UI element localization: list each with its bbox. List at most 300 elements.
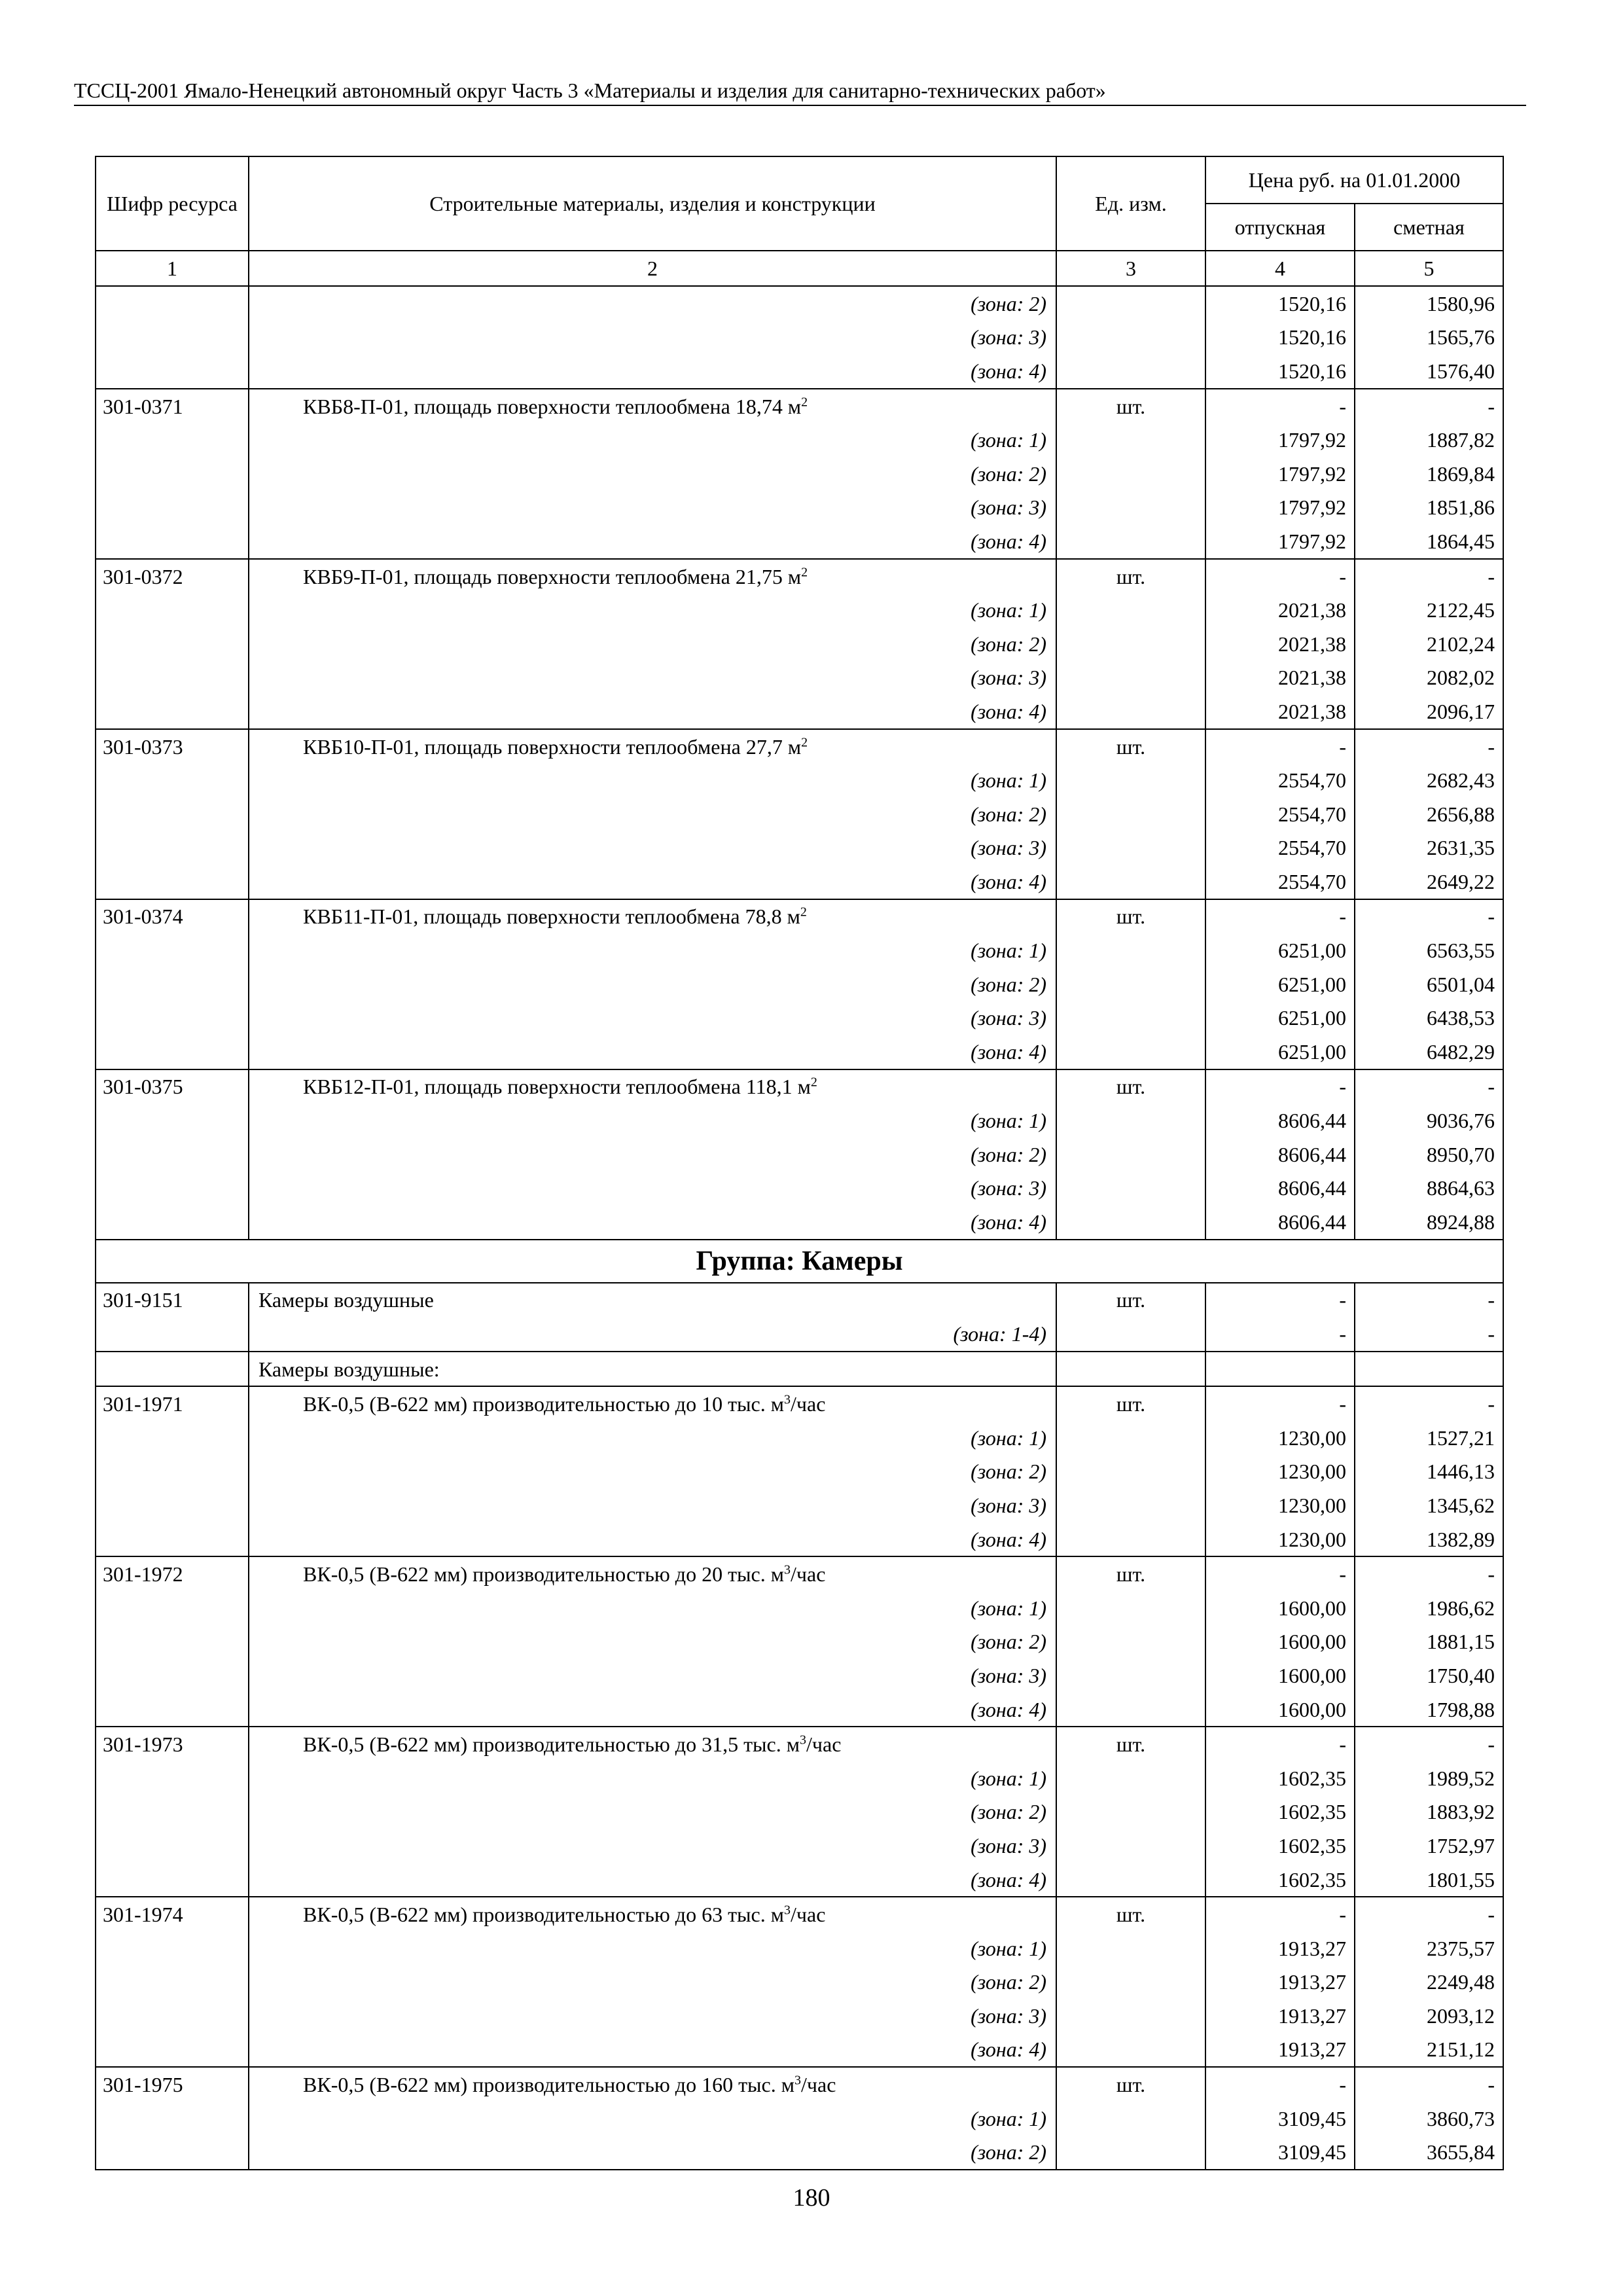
- release-price: 8606,44: [1205, 1138, 1355, 1172]
- zone-label: (зона: 4): [249, 524, 1056, 559]
- code-cell: [96, 1829, 249, 1863]
- item-name-cell: [249, 1069, 1056, 1104]
- zone-row: [96, 1625, 1503, 1659]
- estimate-price: 6563,55: [1355, 933, 1503, 967]
- zone-label: (зона: 2): [249, 286, 1056, 321]
- code-cell: [96, 797, 249, 831]
- unit-cell: [1056, 831, 1205, 865]
- code-cell: [96, 1693, 249, 1727]
- unit-cell: [1056, 491, 1205, 525]
- zone-row: [96, 661, 1503, 695]
- estimate-price: 1989,52: [1355, 1761, 1503, 1795]
- estimate-price: 1382,89: [1355, 1522, 1503, 1557]
- code-cell: [96, 457, 249, 491]
- estimate-price: 9036,76: [1355, 1103, 1503, 1138]
- zone-row: [96, 1455, 1503, 1489]
- estimate-price: 1851,86: [1355, 491, 1503, 525]
- zone-label: (зона: 1): [249, 933, 1056, 967]
- resource-code: 301-0371: [96, 389, 249, 423]
- code-cell: [96, 1965, 249, 2000]
- unit-cell: [1056, 1138, 1205, 1172]
- col-unit-header: Ед. изм.: [1056, 156, 1205, 251]
- estimate-price: 1527,21: [1355, 1421, 1503, 1455]
- zone-row: [96, 457, 1503, 491]
- estimate-price: 8950,70: [1355, 1138, 1503, 1172]
- page-header: ТССЦ-2001 Ямало-Ненецкий автономный округ Часть 3 «Материалы и изделия для санитарно-технических работ»: [74, 79, 1106, 102]
- release-price: 2554,70: [1205, 865, 1355, 899]
- estimate-price: 1752,97: [1355, 1829, 1503, 1863]
- code-cell: [96, 423, 249, 457]
- code-cell: [96, 1522, 249, 1557]
- resource-code: 301-0373: [96, 729, 249, 764]
- release-price: -: [1205, 2067, 1355, 2102]
- unit-cell: [1056, 457, 1205, 491]
- unit-cell: [1056, 1171, 1205, 1205]
- resource-code: 301-1975: [96, 2067, 249, 2102]
- unit-cell: [1056, 967, 1205, 1001]
- subheading-label: Камеры воздушные:: [249, 1352, 1056, 1387]
- unit-cell: [1056, 2102, 1205, 2136]
- release-price: 1230,00: [1205, 1421, 1355, 1455]
- unit-cell: [1056, 627, 1205, 661]
- release-price: 2021,38: [1205, 694, 1355, 729]
- item-name: Камеры воздушные: [259, 1288, 434, 1312]
- code-cell: [96, 1625, 249, 1659]
- estimate-price: 2151,12: [1355, 2033, 1503, 2068]
- zone-row: [96, 1761, 1503, 1795]
- estimate-price: 2375,57: [1355, 1931, 1503, 1965]
- estimate-price: 1750,40: [1355, 1659, 1503, 1693]
- resource-code: 301-0372: [96, 559, 249, 594]
- unit-cell: шт.: [1056, 729, 1205, 764]
- zone-label: (зона: 1-4): [249, 1317, 1056, 1352]
- unit-cell: [1056, 1103, 1205, 1138]
- estimate-price: -: [1355, 729, 1503, 764]
- zone-row: [96, 1035, 1503, 1069]
- release-price: -: [1205, 1727, 1355, 1761]
- unit-cell: [1056, 1001, 1205, 1035]
- release-price: 2554,70: [1205, 831, 1355, 865]
- item-name-cell: [249, 2067, 1056, 2102]
- release-price: 1913,27: [1205, 1931, 1355, 1965]
- zone-label: (зона: 1): [249, 763, 1056, 797]
- estimate-price: 1881,15: [1355, 1625, 1503, 1659]
- estimate-price: 1864,45: [1355, 524, 1503, 559]
- unit-suffix: /час: [791, 1562, 826, 1587]
- unit-cell: шт.: [1056, 899, 1205, 934]
- estimate-price: -: [1355, 559, 1503, 594]
- item-name: ВК-0,5 (В-622 мм) производительностью до 20 тыс. м: [303, 1562, 784, 1587]
- unit-cell: [1056, 1965, 1205, 2000]
- zone-row: [96, 1965, 1503, 2000]
- release-price: 6251,00: [1205, 967, 1355, 1001]
- page-number: 180: [793, 2184, 830, 2212]
- code-cell: [96, 286, 249, 321]
- resource-code: 301-0375: [96, 1069, 249, 1104]
- unit-cell: [1056, 797, 1205, 831]
- unit-cell: шт.: [1056, 1283, 1205, 1318]
- release-price: -: [1205, 559, 1355, 594]
- unit-cell: [1056, 524, 1205, 559]
- release-price: 1520,16: [1205, 321, 1355, 355]
- estimate-price: 1798,88: [1355, 1693, 1503, 1727]
- release-price: -: [1205, 1069, 1355, 1104]
- table-row: [96, 1386, 1503, 1421]
- estimate-price: -: [1355, 1386, 1503, 1421]
- unit-cell: шт.: [1056, 389, 1205, 423]
- release-price: 1602,35: [1205, 1829, 1355, 1863]
- estimate-price: 2096,17: [1355, 694, 1503, 729]
- estimate-price: -: [1355, 1897, 1503, 1931]
- estimate-price: 1565,76: [1355, 321, 1503, 355]
- item-name-cell: [249, 1897, 1056, 1931]
- zone-label: (зона: 2): [249, 967, 1056, 1001]
- zone-row: [96, 1659, 1503, 1693]
- table-row: [96, 1556, 1503, 1591]
- group-row: [96, 1240, 1503, 1283]
- unit-cell: шт.: [1056, 2067, 1205, 2102]
- estimate-price: -: [1355, 1283, 1503, 1318]
- zone-row: [96, 1001, 1503, 1035]
- code-cell: [96, 1001, 249, 1035]
- code-cell: [96, 967, 249, 1001]
- item-name: ВК-0,5 (В-622 мм) производительностью до 31,5 тыс. м: [303, 1732, 800, 1757]
- zone-label: (зона: 2): [249, 797, 1056, 831]
- zone-row: [96, 2102, 1503, 2136]
- release-price: 1913,27: [1205, 1965, 1355, 2000]
- code-cell: [96, 1138, 249, 1172]
- estimate-price: 1986,62: [1355, 1591, 1503, 1625]
- estimate-price: -: [1355, 1069, 1503, 1104]
- item-name-cell: [249, 559, 1056, 594]
- resource-code: 301-1974: [96, 1897, 249, 1931]
- group-title: Группа: Камеры: [96, 1240, 1503, 1283]
- zone-label: (зона: 2): [249, 457, 1056, 491]
- code-cell: [96, 2102, 249, 2136]
- unit-cell: [1056, 286, 1205, 321]
- estimate-price: -: [1355, 389, 1503, 423]
- unit-cell: [1056, 1795, 1205, 1829]
- release-price: 1602,35: [1205, 1863, 1355, 1897]
- code-cell: [96, 1591, 249, 1625]
- unit-cell: [1056, 1205, 1205, 1240]
- unit-cell: [1056, 1591, 1205, 1625]
- unit-cell: [1056, 1659, 1205, 1693]
- release-price: -: [1205, 389, 1355, 423]
- unit-cell: [1056, 1455, 1205, 1489]
- item-name-cell: [249, 729, 1056, 764]
- zone-row: [96, 354, 1503, 389]
- zone-label: (зона: 4): [249, 1522, 1056, 1557]
- table-row: [96, 559, 1503, 594]
- estimate-price: 6482,29: [1355, 1035, 1503, 1069]
- estimate-price: 2249,48: [1355, 1965, 1503, 2000]
- zone-row: [96, 1795, 1503, 1829]
- item-name: ВК-0,5 (В-622 мм) производительностью до 10 тыс. м: [303, 1392, 784, 1416]
- unit-cell: [1056, 1035, 1205, 1069]
- zone-row: [96, 1171, 1503, 1205]
- zone-row: [96, 1205, 1503, 1240]
- release-price: 2021,38: [1205, 661, 1355, 695]
- zone-label: (зона: 3): [249, 321, 1056, 355]
- code-cell: [96, 1205, 249, 1240]
- code-cell: [96, 1863, 249, 1897]
- code-cell: [96, 763, 249, 797]
- unit-cell: шт.: [1056, 1727, 1205, 1761]
- release-price: 3109,45: [1205, 2102, 1355, 2136]
- zone-row: [96, 1103, 1503, 1138]
- unit-cell: [1056, 694, 1205, 729]
- estimate-price: 2649,22: [1355, 865, 1503, 899]
- estimate-price: -: [1355, 1317, 1503, 1352]
- estimate-price: 2122,45: [1355, 593, 1503, 627]
- unit-cell: [1056, 763, 1205, 797]
- code-cell: [96, 524, 249, 559]
- unit-cell: [1056, 593, 1205, 627]
- unit-cell: [1056, 354, 1205, 389]
- table-row: [96, 2067, 1503, 2102]
- col-name-header: Строительные материалы, изделия и конструкции: [249, 156, 1056, 251]
- item-name: КВБ9-П-01, площадь поверхности теплообмена 21,75 м: [303, 564, 802, 588]
- release-price: 1913,27: [1205, 2033, 1355, 2068]
- release-price: -: [1205, 1386, 1355, 1421]
- release-price: -: [1205, 1283, 1355, 1318]
- zone-row: [96, 321, 1503, 355]
- release-price: 1602,35: [1205, 1761, 1355, 1795]
- zone-row: [96, 933, 1503, 967]
- item-name: КВБ11-П-01, площадь поверхности теплообмена 78,8 м: [303, 905, 800, 929]
- resource-code: 301-9151: [96, 1283, 249, 1318]
- code-cell: [96, 1035, 249, 1069]
- estimate-price: [1355, 1352, 1503, 1387]
- estimate-price: 1580,96: [1355, 286, 1503, 321]
- zone-row: [96, 627, 1503, 661]
- zone-row: [96, 1863, 1503, 1897]
- unit-cell: [1056, 661, 1205, 695]
- estimate-price: 2093,12: [1355, 1999, 1503, 2033]
- unit-cell: [1056, 1317, 1205, 1352]
- unit-cell: [1056, 1863, 1205, 1897]
- unit-cell: [1056, 1488, 1205, 1522]
- unit-exponent: 2: [800, 905, 807, 920]
- release-price: 1600,00: [1205, 1693, 1355, 1727]
- code-cell: [96, 1761, 249, 1795]
- item-name: ВК-0,5 (В-622 мм) производительностью до 63 тыс. м: [303, 1903, 784, 1927]
- release-price: 1602,35: [1205, 1795, 1355, 1829]
- zone-row: [96, 2135, 1503, 2170]
- unit-exponent: 3: [784, 1392, 791, 1407]
- zone-row: [96, 593, 1503, 627]
- unit-cell: [1056, 321, 1205, 355]
- code-cell: [96, 1931, 249, 1965]
- release-price: 1797,92: [1205, 524, 1355, 559]
- estimate-price: 1883,92: [1355, 1795, 1503, 1829]
- item-name: КВБ10-П-01, площадь поверхности теплообмена 27,7 м: [303, 734, 802, 759]
- estimate-price: 8864,63: [1355, 1171, 1503, 1205]
- release-price: 6251,00: [1205, 933, 1355, 967]
- unit-cell: [1056, 933, 1205, 967]
- price-table: [95, 156, 1504, 2170]
- col-estimate-header: сметная: [1355, 204, 1503, 251]
- zone-label: (зона: 2): [249, 627, 1056, 661]
- unit-exponent: 3: [800, 1732, 806, 1748]
- zone-label: (зона: 3): [249, 1829, 1056, 1863]
- release-price: [1205, 1352, 1355, 1387]
- estimate-price: -: [1355, 1556, 1503, 1591]
- col-code-header: Шифр ресурса: [96, 156, 249, 251]
- code-cell: [96, 321, 249, 355]
- zone-row: [96, 831, 1503, 865]
- estimate-price: 1869,84: [1355, 457, 1503, 491]
- release-price: 2021,38: [1205, 627, 1355, 661]
- release-price: 8606,44: [1205, 1171, 1355, 1205]
- release-price: 1600,00: [1205, 1659, 1355, 1693]
- code-cell: [96, 661, 249, 695]
- zone-label: (зона: 1): [249, 1591, 1056, 1625]
- zone-label: (зона: 1): [249, 1931, 1056, 1965]
- resource-code: 301-0374: [96, 899, 249, 934]
- item-name: ВК-0,5 (В-622 мм) производительностью до 160 тыс. м: [303, 2073, 794, 2097]
- unit-exponent: 2: [801, 394, 808, 409]
- unit-suffix: /час: [801, 2073, 836, 2097]
- code-cell: [96, 627, 249, 661]
- zone-row: [96, 1522, 1503, 1557]
- release-price: 6251,00: [1205, 1035, 1355, 1069]
- zone-label: (зона: 2): [249, 1455, 1056, 1489]
- estimate-price: 2656,88: [1355, 797, 1503, 831]
- item-name-cell: [249, 1727, 1056, 1761]
- table-row: [96, 1069, 1503, 1104]
- estimate-price: 1576,40: [1355, 354, 1503, 389]
- release-price: 2554,70: [1205, 797, 1355, 831]
- item-name: КВБ8-П-01, площадь поверхности теплообмена 18,74 м: [303, 394, 802, 418]
- code-cell: [96, 1317, 249, 1352]
- zone-row: [96, 524, 1503, 559]
- unit-exponent: 2: [801, 564, 808, 579]
- item-name-cell: [249, 389, 1056, 423]
- zone-label: (зона: 4): [249, 865, 1056, 899]
- release-price: 2554,70: [1205, 763, 1355, 797]
- unit-suffix: /час: [791, 1903, 826, 1927]
- zone-label: (зона: 1): [249, 1761, 1056, 1795]
- unit-cell: [1056, 1421, 1205, 1455]
- zone-label: (зона: 4): [249, 354, 1056, 389]
- unit-cell: [1056, 1931, 1205, 1965]
- release-price: -: [1205, 1317, 1355, 1352]
- zone-row: [96, 491, 1503, 525]
- code-cell: [96, 933, 249, 967]
- release-price: 6251,00: [1205, 1001, 1355, 1035]
- release-price: 1230,00: [1205, 1455, 1355, 1489]
- zone-label: (зона: 3): [249, 1659, 1056, 1693]
- zone-label: (зона: 2): [249, 1138, 1056, 1172]
- estimate-price: 6438,53: [1355, 1001, 1503, 1035]
- table-row: [96, 1897, 1503, 1931]
- table-row: [96, 389, 1503, 423]
- unit-exponent: 3: [794, 2073, 801, 2088]
- release-price: -: [1205, 1897, 1355, 1931]
- unit-suffix: /час: [791, 1392, 826, 1416]
- zone-label: (зона: 1): [249, 1103, 1056, 1138]
- unit-cell: [1056, 1522, 1205, 1557]
- release-price: 1230,00: [1205, 1488, 1355, 1522]
- release-price: 1600,00: [1205, 1591, 1355, 1625]
- code-cell: [96, 831, 249, 865]
- zone-row: [96, 1317, 1503, 1352]
- subheading-row: [96, 1352, 1503, 1387]
- release-price: 1600,00: [1205, 1625, 1355, 1659]
- col-number-3: 3: [1056, 251, 1205, 286]
- estimate-price: 3655,84: [1355, 2135, 1503, 2170]
- zone-label: (зона: 4): [249, 1205, 1056, 1240]
- estimate-price: 2102,24: [1355, 627, 1503, 661]
- table-body: [96, 286, 1503, 2170]
- zone-label: (зона: 1): [249, 593, 1056, 627]
- release-price: -: [1205, 899, 1355, 934]
- estimate-price: -: [1355, 2067, 1503, 2102]
- zone-label: (зона: 2): [249, 1625, 1056, 1659]
- col-number-4: 4: [1205, 251, 1355, 286]
- estimate-price: 1345,62: [1355, 1488, 1503, 1522]
- release-price: 1797,92: [1205, 423, 1355, 457]
- unit-cell: шт.: [1056, 559, 1205, 594]
- zone-label: (зона: 3): [249, 831, 1056, 865]
- zone-row: [96, 1931, 1503, 1965]
- table-row: [96, 1727, 1503, 1761]
- code-cell: [96, 694, 249, 729]
- unit-cell: [1056, 1625, 1205, 1659]
- zone-row: [96, 1488, 1503, 1522]
- estimate-price: -: [1355, 899, 1503, 934]
- table-row: [96, 1283, 1503, 1318]
- code-cell: [96, 1171, 249, 1205]
- item-name-cell: [249, 1386, 1056, 1421]
- header-rule: [74, 105, 1526, 106]
- zone-row: [96, 763, 1503, 797]
- code-cell: [96, 1795, 249, 1829]
- zone-row: [96, 1999, 1503, 2033]
- zone-label: (зона: 3): [249, 1171, 1056, 1205]
- release-price: -: [1205, 1556, 1355, 1591]
- zone-label: (зона: 3): [249, 1999, 1056, 2033]
- zone-row: [96, 1693, 1503, 1727]
- estimate-price: 2682,43: [1355, 763, 1503, 797]
- zone-row: [96, 694, 1503, 729]
- unit-exponent: 2: [801, 734, 808, 749]
- col-number-1: 1: [96, 251, 249, 286]
- release-price: -: [1205, 729, 1355, 764]
- unit-cell: [1056, 1829, 1205, 1863]
- code-cell: [96, 865, 249, 899]
- code-cell: [96, 593, 249, 627]
- unit-cell: [1056, 1761, 1205, 1795]
- zone-row: [96, 2033, 1503, 2068]
- estimate-price: 1801,55: [1355, 1863, 1503, 1897]
- zone-label: (зона: 2): [249, 2135, 1056, 2170]
- zone-row: [96, 1829, 1503, 1863]
- unit-cell: шт.: [1056, 1556, 1205, 1591]
- zone-label: (зона: 4): [249, 1863, 1056, 1897]
- unit-exponent: 2: [810, 1075, 817, 1090]
- item-name-cell: [249, 1283, 1056, 1318]
- zone-label: (зона: 2): [249, 1965, 1056, 2000]
- zone-row: [96, 286, 1503, 321]
- code-cell: [96, 354, 249, 389]
- unit-cell: [1056, 1352, 1205, 1387]
- col-release-header: отпускная: [1205, 204, 1355, 251]
- zone-row: [96, 865, 1503, 899]
- estimate-price: -: [1355, 1727, 1503, 1761]
